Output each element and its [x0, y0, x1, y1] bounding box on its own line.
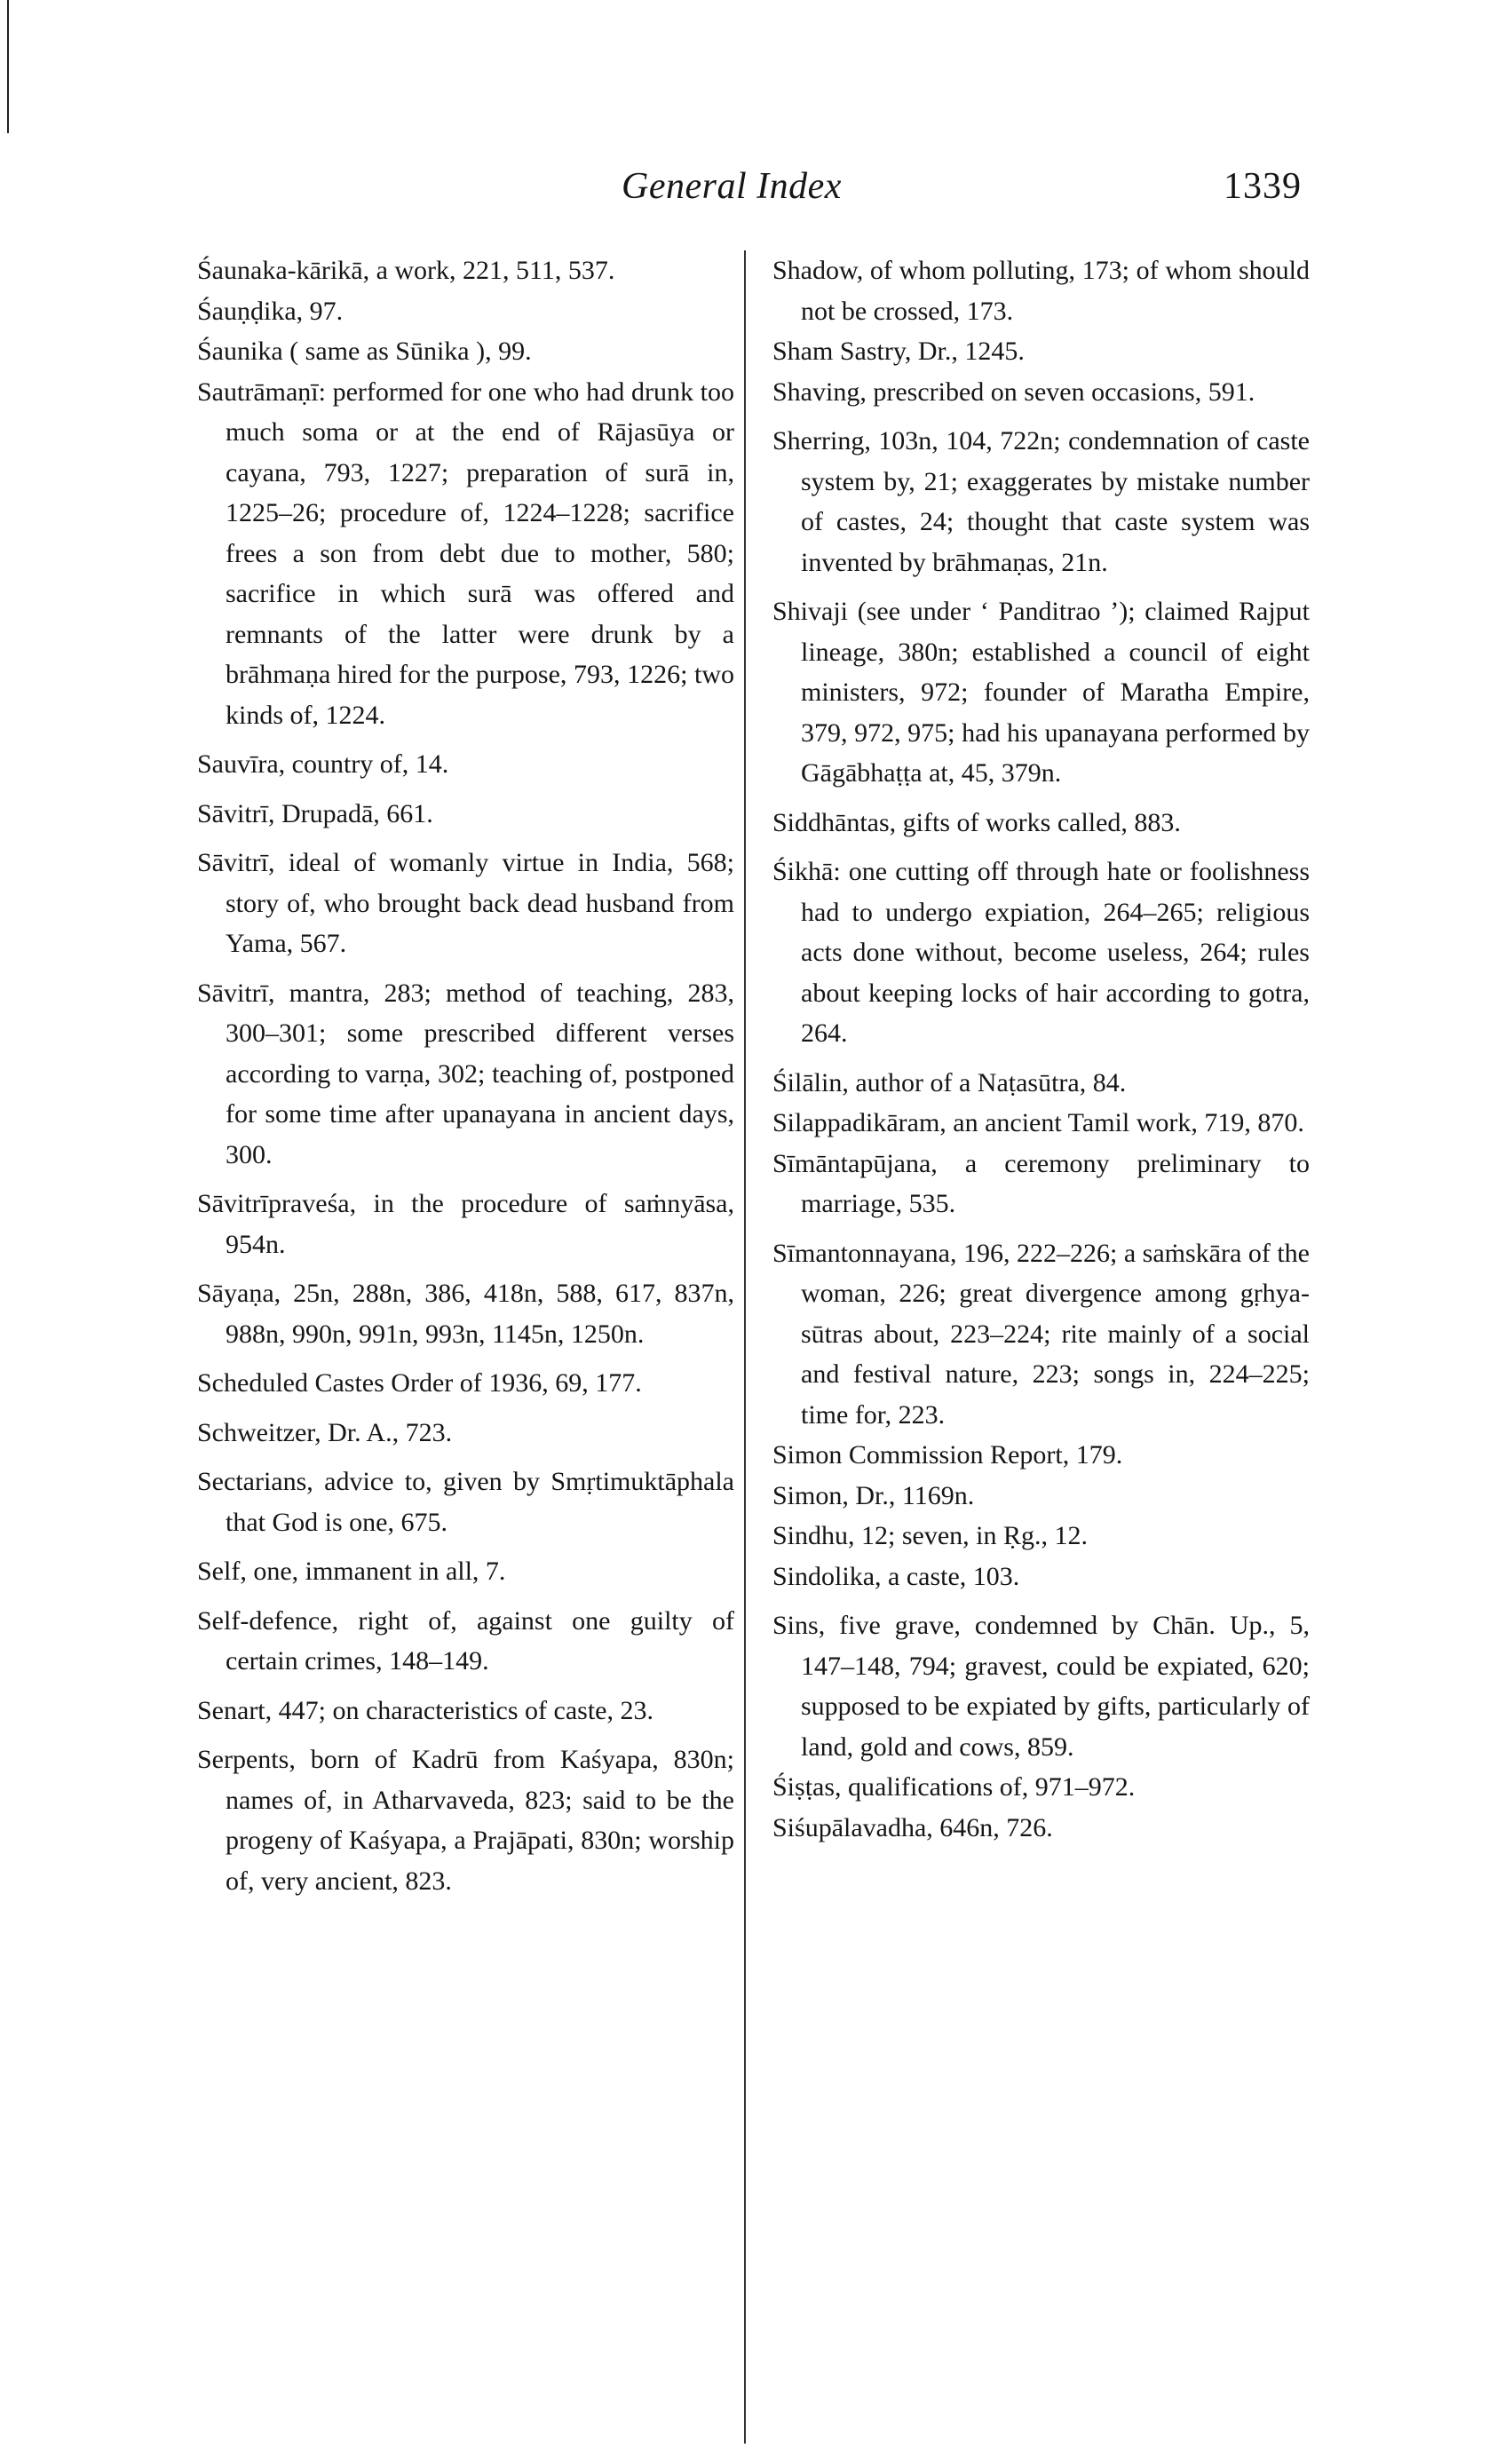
index-entry: Sāvitrī, ideal of womanly virtue in India, 568; story of, who brought back dead husband from Yama, 567.	[197, 848, 734, 958]
index-entry: Simon Commission Report, 179.	[772, 1440, 1123, 1470]
index-entry: Sins, five grave, condemned by Chān. Up., 5, 147–148, 794; gravest, could be expiated, 620; supposed to be expiated by gifts, particularly of land, gold and cows, 859.	[772, 1611, 1310, 1762]
page-header	[0, 165, 1489, 218]
index-entry: Śikhā: one cutting off through hate or foolishness had to undergo expiation, 264–265; religious acts done without, become useless, 264; rules about keeping locks of hair according to gotra, 264.	[772, 857, 1310, 1048]
index-entry: Serpents, born of Kadrū from Kaśyapa, 830n; names of, in Atharvaveda, 823; said to be the progeny of Kaśyapa, a Prajāpati, 830n; worship of, very ancient, 823.	[197, 1745, 734, 1896]
index-entry: Sindolika, a caste, 103.	[772, 1561, 1020, 1591]
index-entry: Sīmantonnayana, 196, 222–226; a saṁskāra of the woman, 226; great divergence among gṛhya-sūtras about, 223–224; rite mainly of a social and festival nature, 223; songs in, 224–225; time for, 223.	[772, 1238, 1310, 1430]
index-entry: Sāvitrī, mantra, 283; method of teaching, 283, 300–301; some prescribed different verses according to varṇa, 302; teaching of, postponed for some time after upanayana in ancient days, 300.	[197, 978, 734, 1169]
index-entry: Simon, Dr., 1169n.	[772, 1480, 975, 1510]
index-entry: Schweitzer, Dr. A., 723.	[197, 1417, 453, 1447]
index-entry: Sherring, 103n, 104, 722n; condemnation of caste system by, 21; exaggerates by mistake number of castes, 24; thought that caste system was invented by brāhmaṇas, 21n.	[772, 426, 1310, 577]
index-entry: Śaunika ( same as Sūnika ), 99.	[197, 337, 532, 366]
index-entry: Sauvīra, country of, 14.	[197, 749, 449, 779]
page-margin-rule	[7, 0, 9, 133]
index-entry: Shaving, prescribed on seven occasions, 591.	[772, 376, 1255, 407]
index-entry: Sāyaṇa, 25n, 288n, 386, 418n, 588, 617, 837n, 988n, 990n, 991n, 993n, 1145n, 1250n.	[197, 1279, 734, 1349]
index-column-left	[197, 250, 734, 1910]
index-entry: Sectarians, advice to, given by Smṛtimuktāphala that God is one, 675.	[197, 1467, 734, 1537]
index-entry: Siśupālavadha, 646n, 726.	[772, 1812, 1053, 1842]
page-number: 1339	[1224, 166, 1302, 207]
index-entry: Shadow, of whom polluting, 173; of whom should not be crossed, 173.	[772, 256, 1310, 326]
index-entry: Self, one, immanent in all, 7.	[197, 1557, 506, 1586]
index-entry: Sautrāmaṇī: performed for one who had drunk too much soma or at the end of Rājasūya or cayana, 793, 1227; preparation of surā in, 1225–26; procedure of, 1224–1228; sacrifice frees a son from debt due to mother, 580; sacrifice in which surā was offered and remnants of the latter were drunk by a brāhmaṇa hired for the purpose, 793, 1226; two kinds of, 1224.	[197, 376, 734, 730]
column-divider	[744, 250, 746, 2444]
index-entry: Śauṇḍika, 97.	[197, 296, 344, 326]
index-entry: Sindhu, 12; seven, in Ṛg., 12.	[772, 1521, 1089, 1550]
index-entry: Śaunaka-kārikā, a work, 221, 511, 537.	[197, 256, 615, 285]
running-title: General Index	[622, 166, 842, 207]
index-entry: Sham Sastry, Dr., 1245.	[772, 337, 1025, 366]
index-entry: Scheduled Castes Order of 1936, 69, 177.	[197, 1368, 642, 1398]
index-entry: Sīmāntapūjana, a ceremony preliminary to marriage, 535.	[772, 1148, 1310, 1218]
index-entry: Sāvitrī, Drupadā, 661.	[197, 798, 433, 828]
index-entry: Silappadikāram, an ancient Tamil work, 719, 870.	[772, 1108, 1304, 1137]
index-entry: Śilālin, author of a Naṭasūtra, 84.	[772, 1067, 1127, 1097]
index-entry: Siddhāntas, gifts of works called, 883.	[772, 807, 1181, 837]
index-column-right	[772, 250, 1310, 1848]
index-entry: Śiṣṭas, qualifications of, 971–972.	[772, 1772, 1136, 1802]
index-entry: Shivaji (see under ‘ Panditrao ’); claimed Rajput lineage, 380n; established a council of eight ministers, 972; founder of Maratha Empire, 379, 972, 975; had his upanayana performed by Gāgābhaṭṭa at, 45, 379n.	[772, 597, 1310, 788]
index-entry: Senart, 447; on characteristics of caste, 23.	[197, 1695, 653, 1725]
index-entry: Sāvitrīpraveśa, in the procedure of saṁnyāsa, 954n.	[197, 1189, 734, 1259]
index-entry: Self-defence, right of, against one guilty of certain crimes, 148–149.	[197, 1605, 734, 1676]
